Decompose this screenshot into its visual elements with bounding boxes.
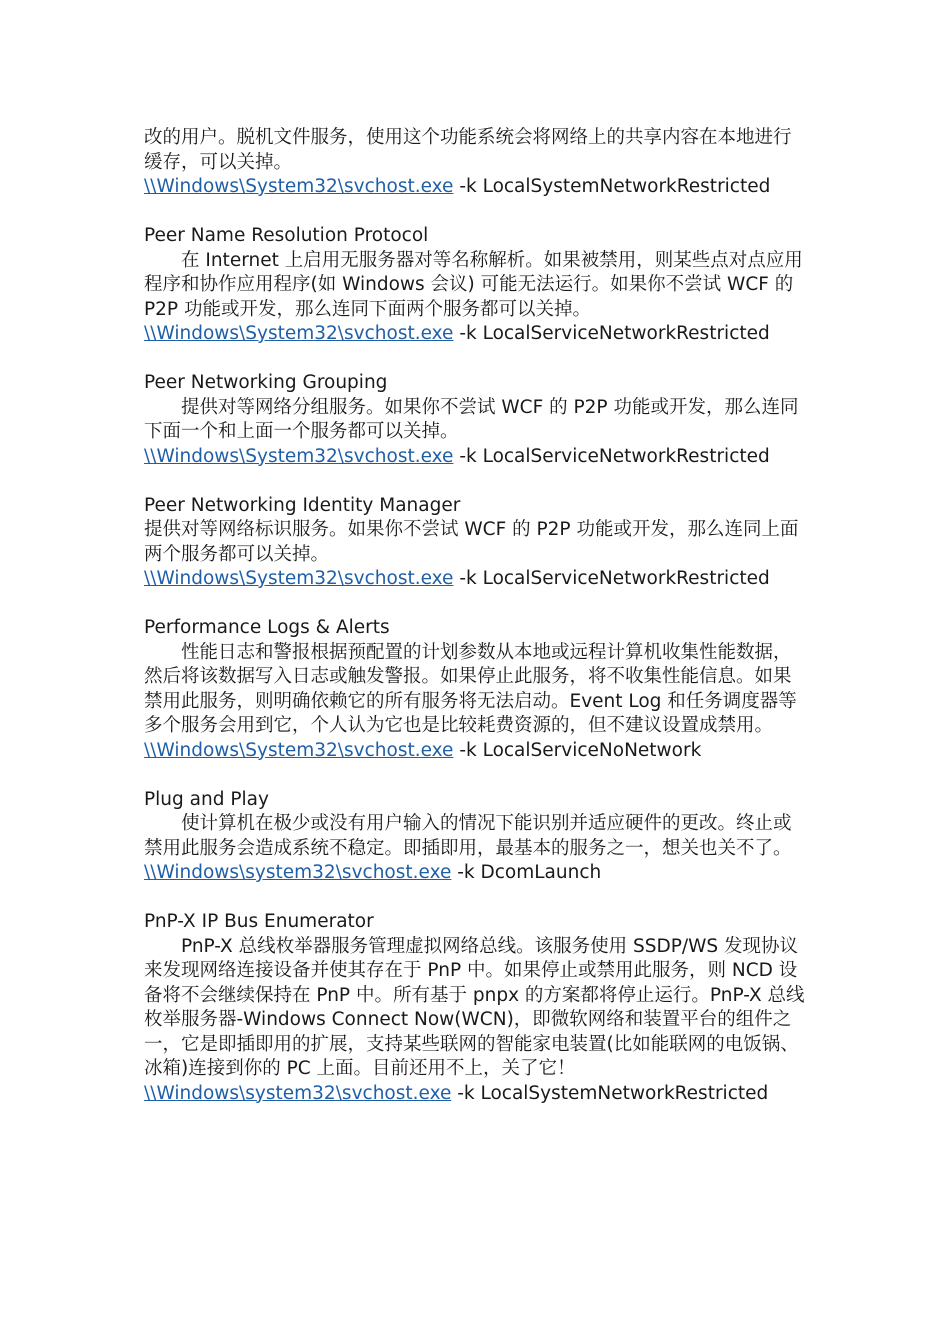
- svchost-args: -k LocalServiceNetworkRestricted: [453, 568, 770, 589]
- service-description: 性能日志和警报根据预配置的计划参数从本地或远程计算机收集性能数据，然后将该数据写入日志或触发警报。如果停止此服务，将不收集性能信息。如果禁用此服务，则明确依赖它的所有服务将无法启动。Event Log 和任务调度器等多个服务会用到它，个人认为它也是比较耗费资源的，但不建议设置成禁用。: [144, 641, 797, 736]
- intro-text: 改的用户。脱机文件服务，使用这个功能系统会将网络上的共享内容在本地进行缓存，可以关掉。: [144, 127, 792, 173]
- service-title: Performance Logs & Alerts: [144, 617, 390, 638]
- service-path-line: [144, 739, 808, 764]
- service-path-line: [144, 322, 808, 347]
- svchost-args: -k LocalSystemNetworkRestricted: [451, 1082, 769, 1104]
- svchost-path-link[interactable]: \\Windows\system32\svchost.exe: [144, 862, 452, 883]
- spacer: [144, 200, 808, 225]
- service-peer-networking-identity-manager: [144, 494, 808, 592]
- service-pnpx-ip-bus-enumerator: [144, 910, 808, 1106]
- spacer: [144, 763, 808, 788]
- service-plug-and-play: [144, 788, 808, 886]
- svchost-path-link[interactable]: \\Windows\System32\svchost.exe: [144, 323, 454, 344]
- service-description: 提供对等网络分组服务。如果你不尝试 WCF 的 P2P 功能或开发，那么连同下面一个和上面一个服务都可以关掉。: [144, 396, 799, 442]
- svchost-path-link[interactable]: \\Windows\System32\svchost.exe: [144, 568, 454, 589]
- service-title: Plug and Play: [144, 788, 269, 810]
- spacer: [144, 886, 808, 911]
- spacer: [144, 592, 808, 617]
- service-description: 使计算机在极少或没有用户输入的情况下能识别并适应硬件的更改。终止或禁用此服务会造成系统不稳定。即插即用，最基本的服务之一，想关也关不了。: [144, 813, 792, 859]
- svchost-args: -k LocalServiceNoNetwork: [453, 739, 702, 761]
- service-description: 提供对等网络标识服务。如果你不尝试 WCF 的 P2P 功能或开发，那么连同上面两个服务都可以关掉。: [144, 519, 799, 565]
- svchost-args: -k LocalSystemNetworkRestricted: [453, 176, 771, 197]
- intro-section: [144, 126, 808, 200]
- spacer: [144, 347, 808, 372]
- svchost-path-link[interactable]: \\Windows\system32\svchost.exe: [144, 1082, 452, 1104]
- service-path-line: [144, 861, 808, 886]
- svchost-path-link[interactable]: \\Windows\System32\svchost.exe: [144, 739, 454, 761]
- service-title: Peer Networking Identity Manager: [144, 494, 461, 516]
- service-performance-logs-alerts: [144, 616, 808, 763]
- service-description: 在 Internet 上启用无服务器对等名称解析。如果被禁用，则某些点对点应用程序和协作应用程序(如 Windows 会议) 可能无法运行。如果你不尝试 WCF 的 P2P 功能或开发，那么连同下面两个服务都可以关掉。: [144, 249, 803, 320]
- svchost-args: -k LocalServiceNetworkRestricted: [453, 445, 770, 467]
- service-description: PnP-X 总线枚举器服务管理虚拟网络总线。该服务使用 SSDP/WS 发现协议来发现网络连接设备并使其存在于 PnP 中。如果停止或禁用此服务，则 NCD 设备将不会继续保持在 PnP 中。所有基于 pnpx 的方案都将停止运行。PnP-X 总线枚举服务器-Windows Connect Now(WCN)，即微软网络和装置平台的组件之一，它是即插即用的扩展，支持某些联网的智能家电装置(比如能联网的电饭锅、冰箱)连接到你的 PC 上面。目前还用不上，关了它！: [144, 935, 805, 1079]
- service-path-line: [144, 1082, 808, 1107]
- svchost-args: -k DcomLaunch: [451, 862, 602, 883]
- service-peer-name-resolution: [144, 224, 808, 347]
- document-page: [144, 126, 808, 1106]
- service-title: PnP-X IP Bus Enumerator: [144, 911, 374, 932]
- service-path-line: [144, 445, 808, 470]
- intro-path-line: [144, 175, 808, 200]
- svchost-path-link[interactable]: \\Windows\System32\svchost.exe: [144, 445, 454, 467]
- svchost-path-link[interactable]: \\Windows\System32\svchost.exe: [144, 176, 454, 197]
- spacer: [144, 469, 808, 494]
- service-peer-networking-grouping: [144, 371, 808, 469]
- service-title: Peer Name Resolution Protocol: [144, 225, 429, 246]
- service-path-line: [144, 567, 808, 592]
- svchost-args: -k LocalServiceNetworkRestricted: [453, 323, 770, 344]
- service-title: Peer Networking Grouping: [144, 372, 388, 393]
